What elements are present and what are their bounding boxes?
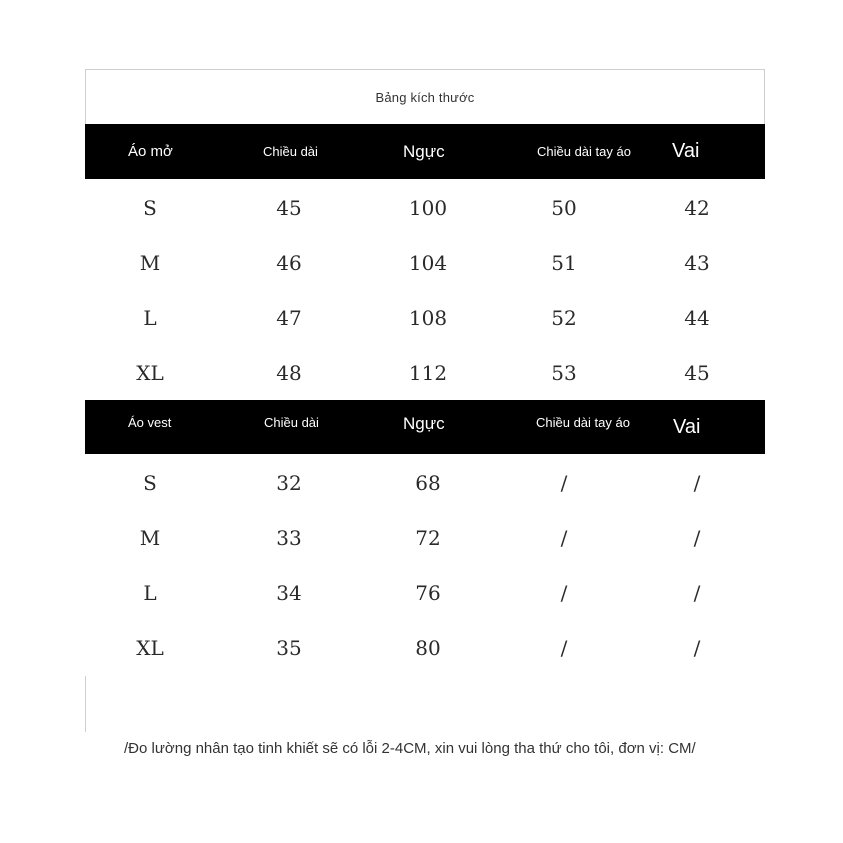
cell-sleeve: 53 [551, 361, 577, 385]
cell-length: 33 [276, 526, 302, 550]
table-row [85, 509, 765, 564]
cell-size: L [143, 581, 157, 605]
cell-shoulder: 44 [684, 306, 710, 330]
cell-shoulder: / [693, 636, 701, 660]
cell-chest: 72 [415, 526, 441, 550]
cell-length: 45 [276, 196, 302, 220]
cell-shoulder: 45 [684, 361, 710, 385]
cell-chest: 68 [415, 471, 441, 495]
cell-size: S [143, 471, 157, 495]
cell-chest: 108 [408, 306, 448, 330]
cell-size: XL [136, 361, 164, 385]
header-sleeve: Chiều dài tay áo [537, 144, 631, 159]
table-header-ao-vest [85, 400, 765, 454]
header-chest: Ngực [403, 414, 445, 433]
header-sleeve: Chiều dài tay áo [536, 415, 630, 430]
cell-chest: 112 [408, 361, 448, 385]
header-shoulder: Vai [673, 416, 701, 438]
cell-sleeve: / [560, 581, 568, 605]
header-length: Chiều dài [263, 144, 318, 159]
table-row [85, 179, 765, 234]
table-row [85, 564, 765, 619]
cell-sleeve: 52 [551, 306, 577, 330]
cell-length: 47 [276, 306, 302, 330]
table-row [85, 234, 765, 289]
cell-size: S [143, 196, 157, 220]
cell-chest: 76 [415, 581, 441, 605]
header-shoulder: Vai [672, 140, 700, 162]
header-chest: Ngực [403, 142, 445, 161]
chart-title: Bảng kích thước [85, 69, 765, 124]
cell-size: L [143, 306, 157, 330]
measurement-note: /Đo lường nhân tạo tinh khiết sẽ có lỗi 2-4CM, xin vui lòng tha thứ cho tôi, đơn vị: CM/ [124, 740, 696, 757]
cell-size: M [139, 526, 161, 550]
cell-sleeve: / [560, 471, 568, 495]
cell-size: M [139, 251, 161, 275]
table-row [85, 289, 765, 344]
table-row [85, 344, 765, 400]
cell-sleeve: / [560, 526, 568, 550]
divider [85, 676, 86, 732]
header-type: Áo mở [128, 143, 173, 160]
table-header-ao-mo [85, 124, 765, 179]
cell-shoulder: 42 [684, 196, 710, 220]
size-chart [85, 69, 765, 674]
header-length: Chiều dài [264, 415, 319, 430]
cell-size: XL [136, 636, 164, 660]
cell-length: 35 [276, 636, 302, 660]
table-row [85, 619, 765, 674]
header-type: Áo vest [128, 415, 172, 430]
cell-shoulder: 43 [684, 251, 710, 275]
cell-shoulder: / [693, 581, 701, 605]
cell-length: 32 [276, 471, 302, 495]
cell-sleeve: 51 [551, 251, 577, 275]
cell-shoulder: / [693, 471, 701, 495]
cell-length: 34 [276, 581, 302, 605]
cell-chest: 104 [408, 251, 448, 275]
cell-length: 48 [276, 361, 302, 385]
cell-sleeve: 50 [551, 196, 577, 220]
table-row [85, 454, 765, 509]
cell-length: 46 [276, 251, 302, 275]
cell-chest: 80 [415, 636, 441, 660]
cell-chest: 100 [408, 196, 448, 220]
cell-shoulder: / [693, 526, 701, 550]
cell-sleeve: / [560, 636, 568, 660]
